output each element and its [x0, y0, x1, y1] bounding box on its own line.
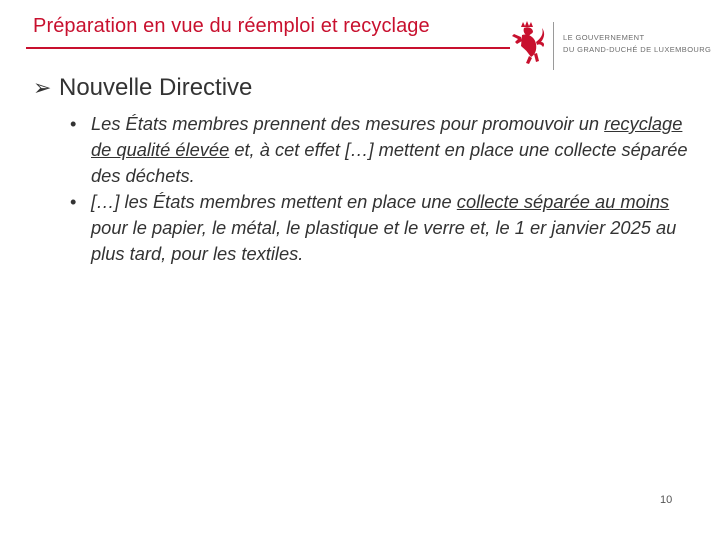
bullet-underlined-text: collecte séparée au moins — [456, 191, 670, 212]
bullet-text: Les États membres prennent des mesures pour promouvoir un — [91, 113, 605, 134]
bullet-text: […] les États membres mettent en place une — [91, 191, 457, 212]
bullet-text: pour le papier, le métal, le plastique et le verre et, le 1 er janvier 2025 au plus tard, pour les textiles. — [91, 217, 677, 264]
arrowhead-bullet-icon: ➢ — [33, 75, 52, 100]
bullet-dot-icon: • — [70, 113, 77, 134]
red-lion-icon — [508, 20, 548, 66]
section-heading-text: Nouvelle Directive — [59, 74, 253, 101]
bullet-text: et, à cet effet […] mettent en place une collecte séparée des déchets. — [91, 139, 688, 186]
logo-divider — [553, 22, 554, 70]
government-logo — [508, 18, 713, 74]
slide-title: Préparation en vue du réemploi et recyclage — [33, 15, 430, 37]
bullet-list — [70, 111, 695, 267]
title-underline — [26, 47, 510, 49]
logo-line-1: LE GOUVERNEMENT — [563, 33, 645, 42]
bullet-item — [70, 189, 695, 267]
bullet-dot-icon: • — [70, 191, 77, 212]
bullet-item — [70, 111, 695, 189]
section-heading — [33, 74, 252, 102]
page-number: 10 — [660, 494, 673, 506]
logo-line-2: DU GRAND-DUCHÉ DE LUXEMBOURG — [563, 45, 712, 54]
logo-wordmark — [563, 32, 711, 56]
bullet-underlined-text: recyclage de qualité élevée — [91, 113, 683, 160]
